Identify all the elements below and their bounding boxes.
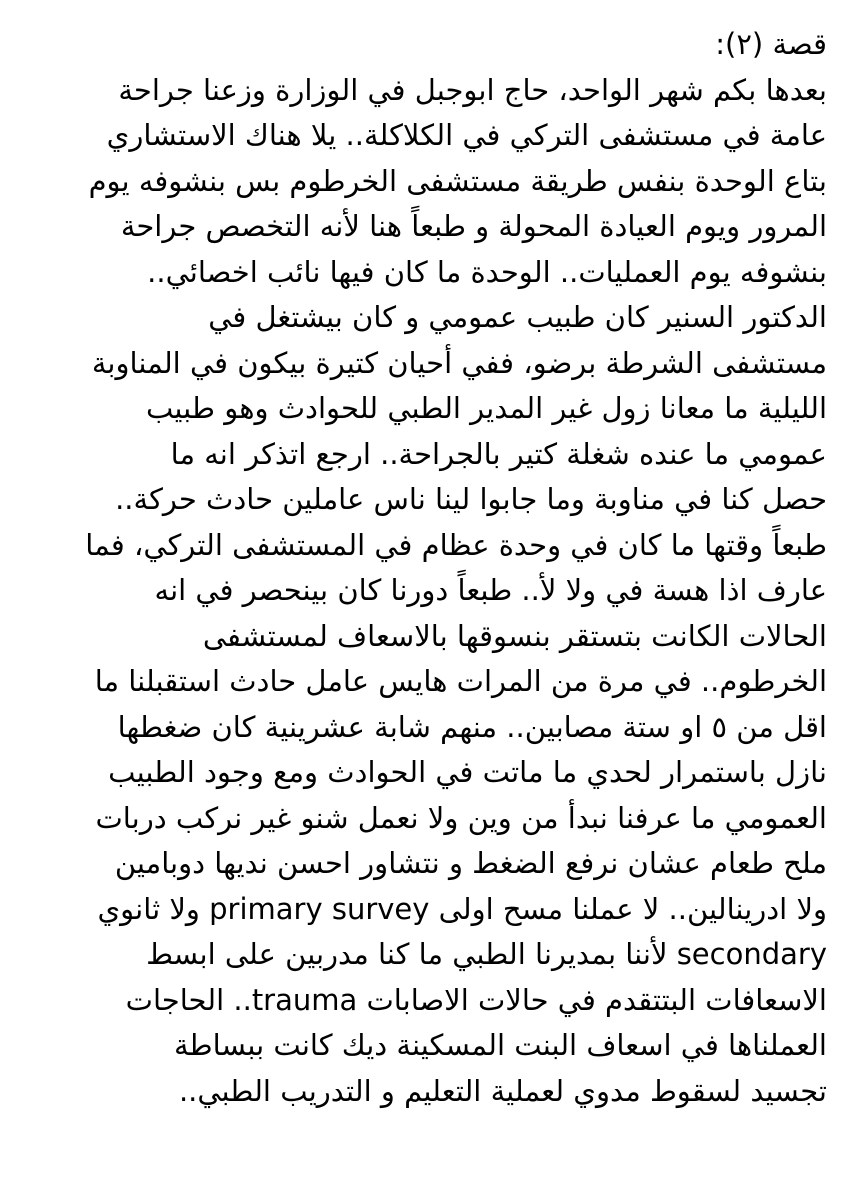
text-line: تجسيد لسقوط مدوي لعملية التعليم و التدريب الطبي.. bbox=[178, 1073, 827, 1108]
text-line: بتاع الوحدة بنفس طريقة مستشفى الخرطوم بس بنشوفه يوم bbox=[88, 163, 827, 198]
text-line: عمومي ما عنده شغلة كتير بالجراحة.. ارجع اتذكر انه ما bbox=[170, 436, 827, 471]
text-line: الاسعافات البتتقدم في حالات الاصابات trauma.. الحاجات bbox=[125, 982, 827, 1017]
text-line: الخرطوم.. في مرة من المرات هايس عامل حادث استقبلنا ما bbox=[94, 664, 827, 698]
text-line: ملح طعام عشان نرفع الضغط و نتشاور احسن نديها دوبامين bbox=[114, 846, 827, 880]
text-line: ولا ادرينالين.. لا عملنا مسح اولى primary survey ولا ثانوي bbox=[97, 891, 827, 926]
text-line: حصل كنا في مناوبة وما جابوا لينا ناس عاملين حادث حركة.. bbox=[115, 482, 827, 516]
text-line: اقل من ٥ او ستة مصابين.. منهم شابة عشرينية كان ضغطها bbox=[117, 709, 827, 744]
text-line: الدكتور السنير كان طبيب عمومي و كان بيشتغل في bbox=[208, 300, 827, 334]
text-line: الحالات الكانت بتستقر بنسوقها بالاسعاف لمستشفى bbox=[202, 618, 827, 653]
text-line: نازل باستمرار لحدي ما ماتت في الحوادث ومع وجود الطبيب bbox=[108, 755, 827, 789]
text-line: عامة في مستشفى التركي في الكلاكلة.. يلا هناك الاستشاري bbox=[106, 118, 827, 152]
text-line: secondary لأننا بمديرنا الطبي ما كنا مدربين على ابسط bbox=[146, 937, 827, 971]
text-line: مستشفى الشرطة برضو، ففي أحيان كتيرة بيكون في المناوبة bbox=[91, 345, 827, 380]
text-line: طبعاً وقتها ما كان في وحدة عظام في المستشفى التركي، فما bbox=[85, 527, 827, 562]
story-title: قصة (٢): bbox=[715, 27, 827, 61]
text-line: عارف اذا هسة في ولا لأ.. طبعاً دورنا كان بينحصر في انه bbox=[154, 573, 827, 607]
text-line: بعدها بكم شهر الواحد، حاج ابوجبل في الوزارة وزعنا جراحة bbox=[118, 72, 827, 107]
text-line: الليلية ما معانا زول غير المدير الطبي للحوادث وهو طبيب bbox=[145, 391, 827, 425]
text-line: العمومي ما عرفنا نبدأ من وين ولا نعمل شنو غير نركب دربات bbox=[95, 800, 827, 835]
story-text bbox=[27, 22, 827, 1114]
text-line: بنشوفه يوم العمليات.. الوحدة ما كان فيها نائب اخصائي.. bbox=[147, 254, 827, 289]
text-line: العملناها في اسعاف البنت المسكينة ديك كانت ببساطة bbox=[173, 1028, 827, 1062]
text-line: المرور ويوم العيادة المحولة و طبعاً هنا لأنه التخصص جراحة bbox=[120, 209, 827, 243]
